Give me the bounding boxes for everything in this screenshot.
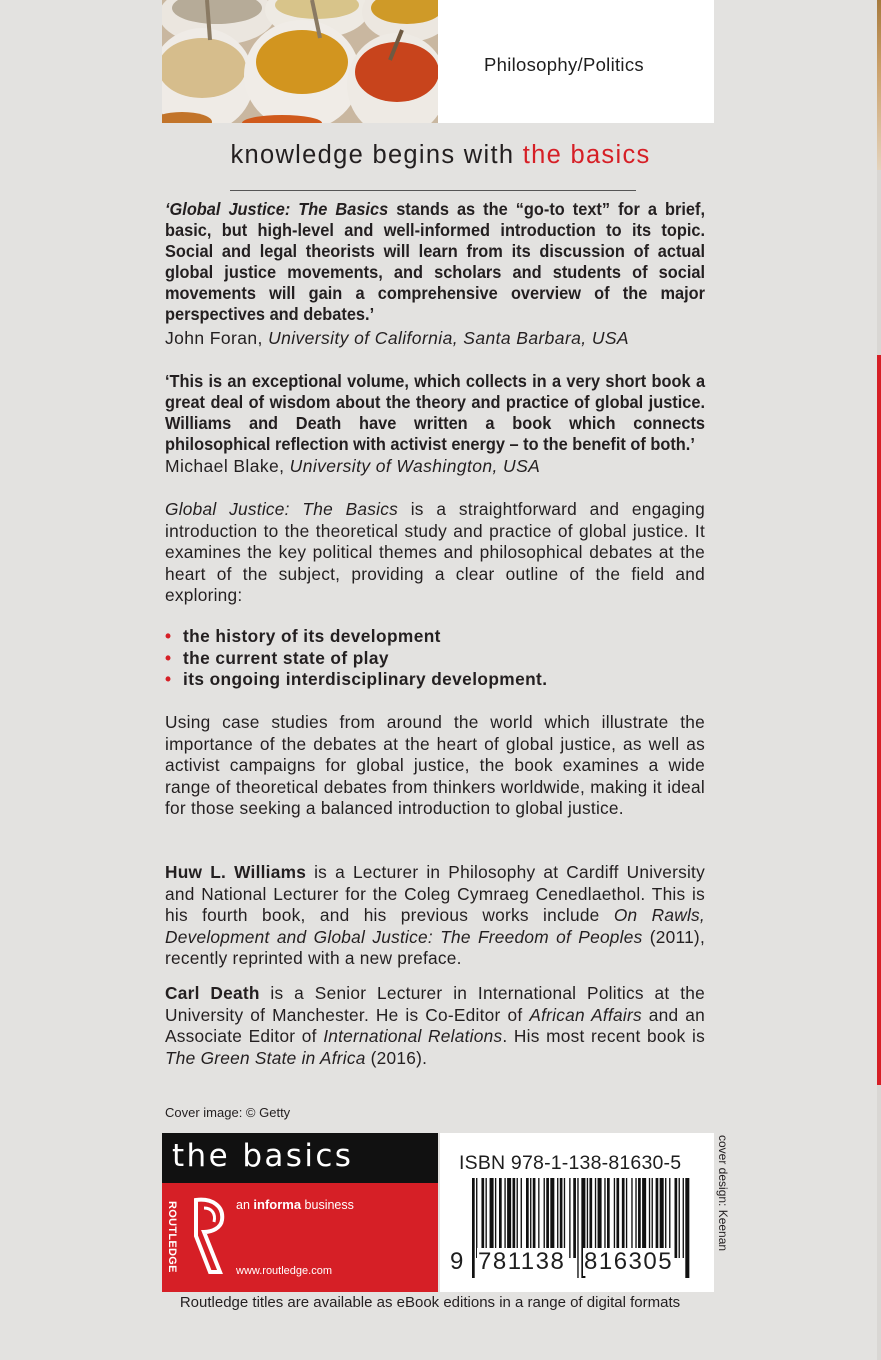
quote-2-author: Michael Blake,: [165, 456, 285, 476]
endorsement-quote-1: [165, 199, 705, 325]
series-tagline: [0, 141, 881, 170]
book-description: [165, 499, 705, 607]
barcode-digit-first: 9: [450, 1248, 464, 1275]
informa-business-text: an informa business: [236, 1197, 354, 1212]
isbn-number: ISBN 978-1-138-81630-5: [459, 1152, 682, 1174]
endorsement-quote-2: ‘This is an exceptional volume, which collects in a very short book a great deal of wisdom about the theory and practice of global justice. Williams and Death have written a book which connects philosophical reflection with activist energy – to the benefit of both.’: [165, 371, 706, 454]
cover-design-credit: cover design: Keenan: [716, 1135, 730, 1252]
spine-red-band: [877, 355, 881, 1085]
tagline-prefix: knowledge begins with: [230, 141, 523, 169]
bullet-icon: •: [165, 647, 172, 668]
divider-rule: [230, 190, 636, 191]
quote-1-author: John Foran,: [165, 328, 263, 348]
previous-work-title: On Rawls, Development and Global Justice: The Freedom of Peoples: [165, 905, 705, 947]
subject-category: Philosophy/Politics: [484, 54, 644, 75]
quote-1-book-title: ‘Global Justice: The Basics: [165, 199, 389, 219]
cover-spice-photo: [162, 0, 438, 123]
cover-image-credit: Cover image: © Getty: [165, 1105, 291, 1120]
publisher-vertical-name: ROUTLEDGE: [166, 1201, 178, 1273]
spice-bowls-image: [162, 0, 438, 123]
author-name-death: Carl Death: [165, 983, 260, 1003]
barcode-digits-left: 781138: [478, 1248, 566, 1275]
series-publisher-box: [162, 1133, 438, 1292]
author-name-williams: Huw L. Williams: [165, 862, 307, 882]
author-bio-williams: Huw L. Williams is a Lecturer in Philosophy at Cardiff University and National Lecturer for the Coleg Cymraeg Cenedlaethol. This is his fourth book, and his previous works include On Rawls, Development and Global Justice: The Freedom of Peoples (2011), recently reprinted with a new preface.: [165, 862, 705, 969]
author-bio-death: Carl Death is a Senior Lecturer in International Politics at the University of Manchester. He is Co-Editor of African Affairs and an Associate Editor of International Relations. His most recent book is The Green State in Africa (2016).: [165, 983, 706, 1068]
barcode-digits-right: 816305: [584, 1248, 674, 1275]
list-item: • the history of its development: [165, 626, 441, 646]
series-label: the basics: [172, 1138, 354, 1174]
tagline-highlight: the basics: [522, 141, 651, 169]
topics-list: [165, 626, 705, 691]
bullet-icon: •: [165, 669, 172, 690]
description-text: is a straightforward and engaging introduction to the theoretical study and practice of global justice. It examines the key political themes and philosophical debates at the heart of the subject, providing a clear outline of the field and exploring:: [165, 499, 706, 606]
description-book-title: Global Justice: The Basics: [165, 499, 399, 519]
publisher-website: www.routledge.com: [236, 1265, 332, 1277]
ebook-availability-note: Routledge titles are available as eBook editions in a range of digital formats: [179, 1294, 681, 1311]
quote-1-attribution: [165, 328, 705, 349]
routledge-logo-icon: [190, 1196, 232, 1276]
quote-2-attribution: [165, 456, 705, 477]
quote-1-affiliation: University of California, Santa Barbara, USA: [268, 328, 630, 348]
bullet-icon: •: [165, 626, 172, 646]
list-item: • the current state of play: [165, 647, 389, 668]
quote-1-text: stands as the “go-to text” for a brief, basic, but high-level and well-informed introduction to its topic. Social and legal theorists will learn from its discussion of actual global justice movements, and scholars and students of social movements will gain a comprehensive overview of the major perspectives and debates.’: [165, 199, 706, 324]
right-edge-strip: [877, 0, 881, 1360]
quote-2-affiliation: University of Washington, USA: [289, 456, 541, 476]
list-item: • its ongoing interdisciplinary development.: [165, 669, 548, 690]
description-paragraph-2: Using case studies from around the world which illustrate the importance of the debates at the heart of global justice, as well as activist campaigns for global justice, the book examines a wide range of theoretical debates from thinkers worldwide, making it ideal for those seeking a balanced introduction to global justice.: [165, 712, 705, 819]
